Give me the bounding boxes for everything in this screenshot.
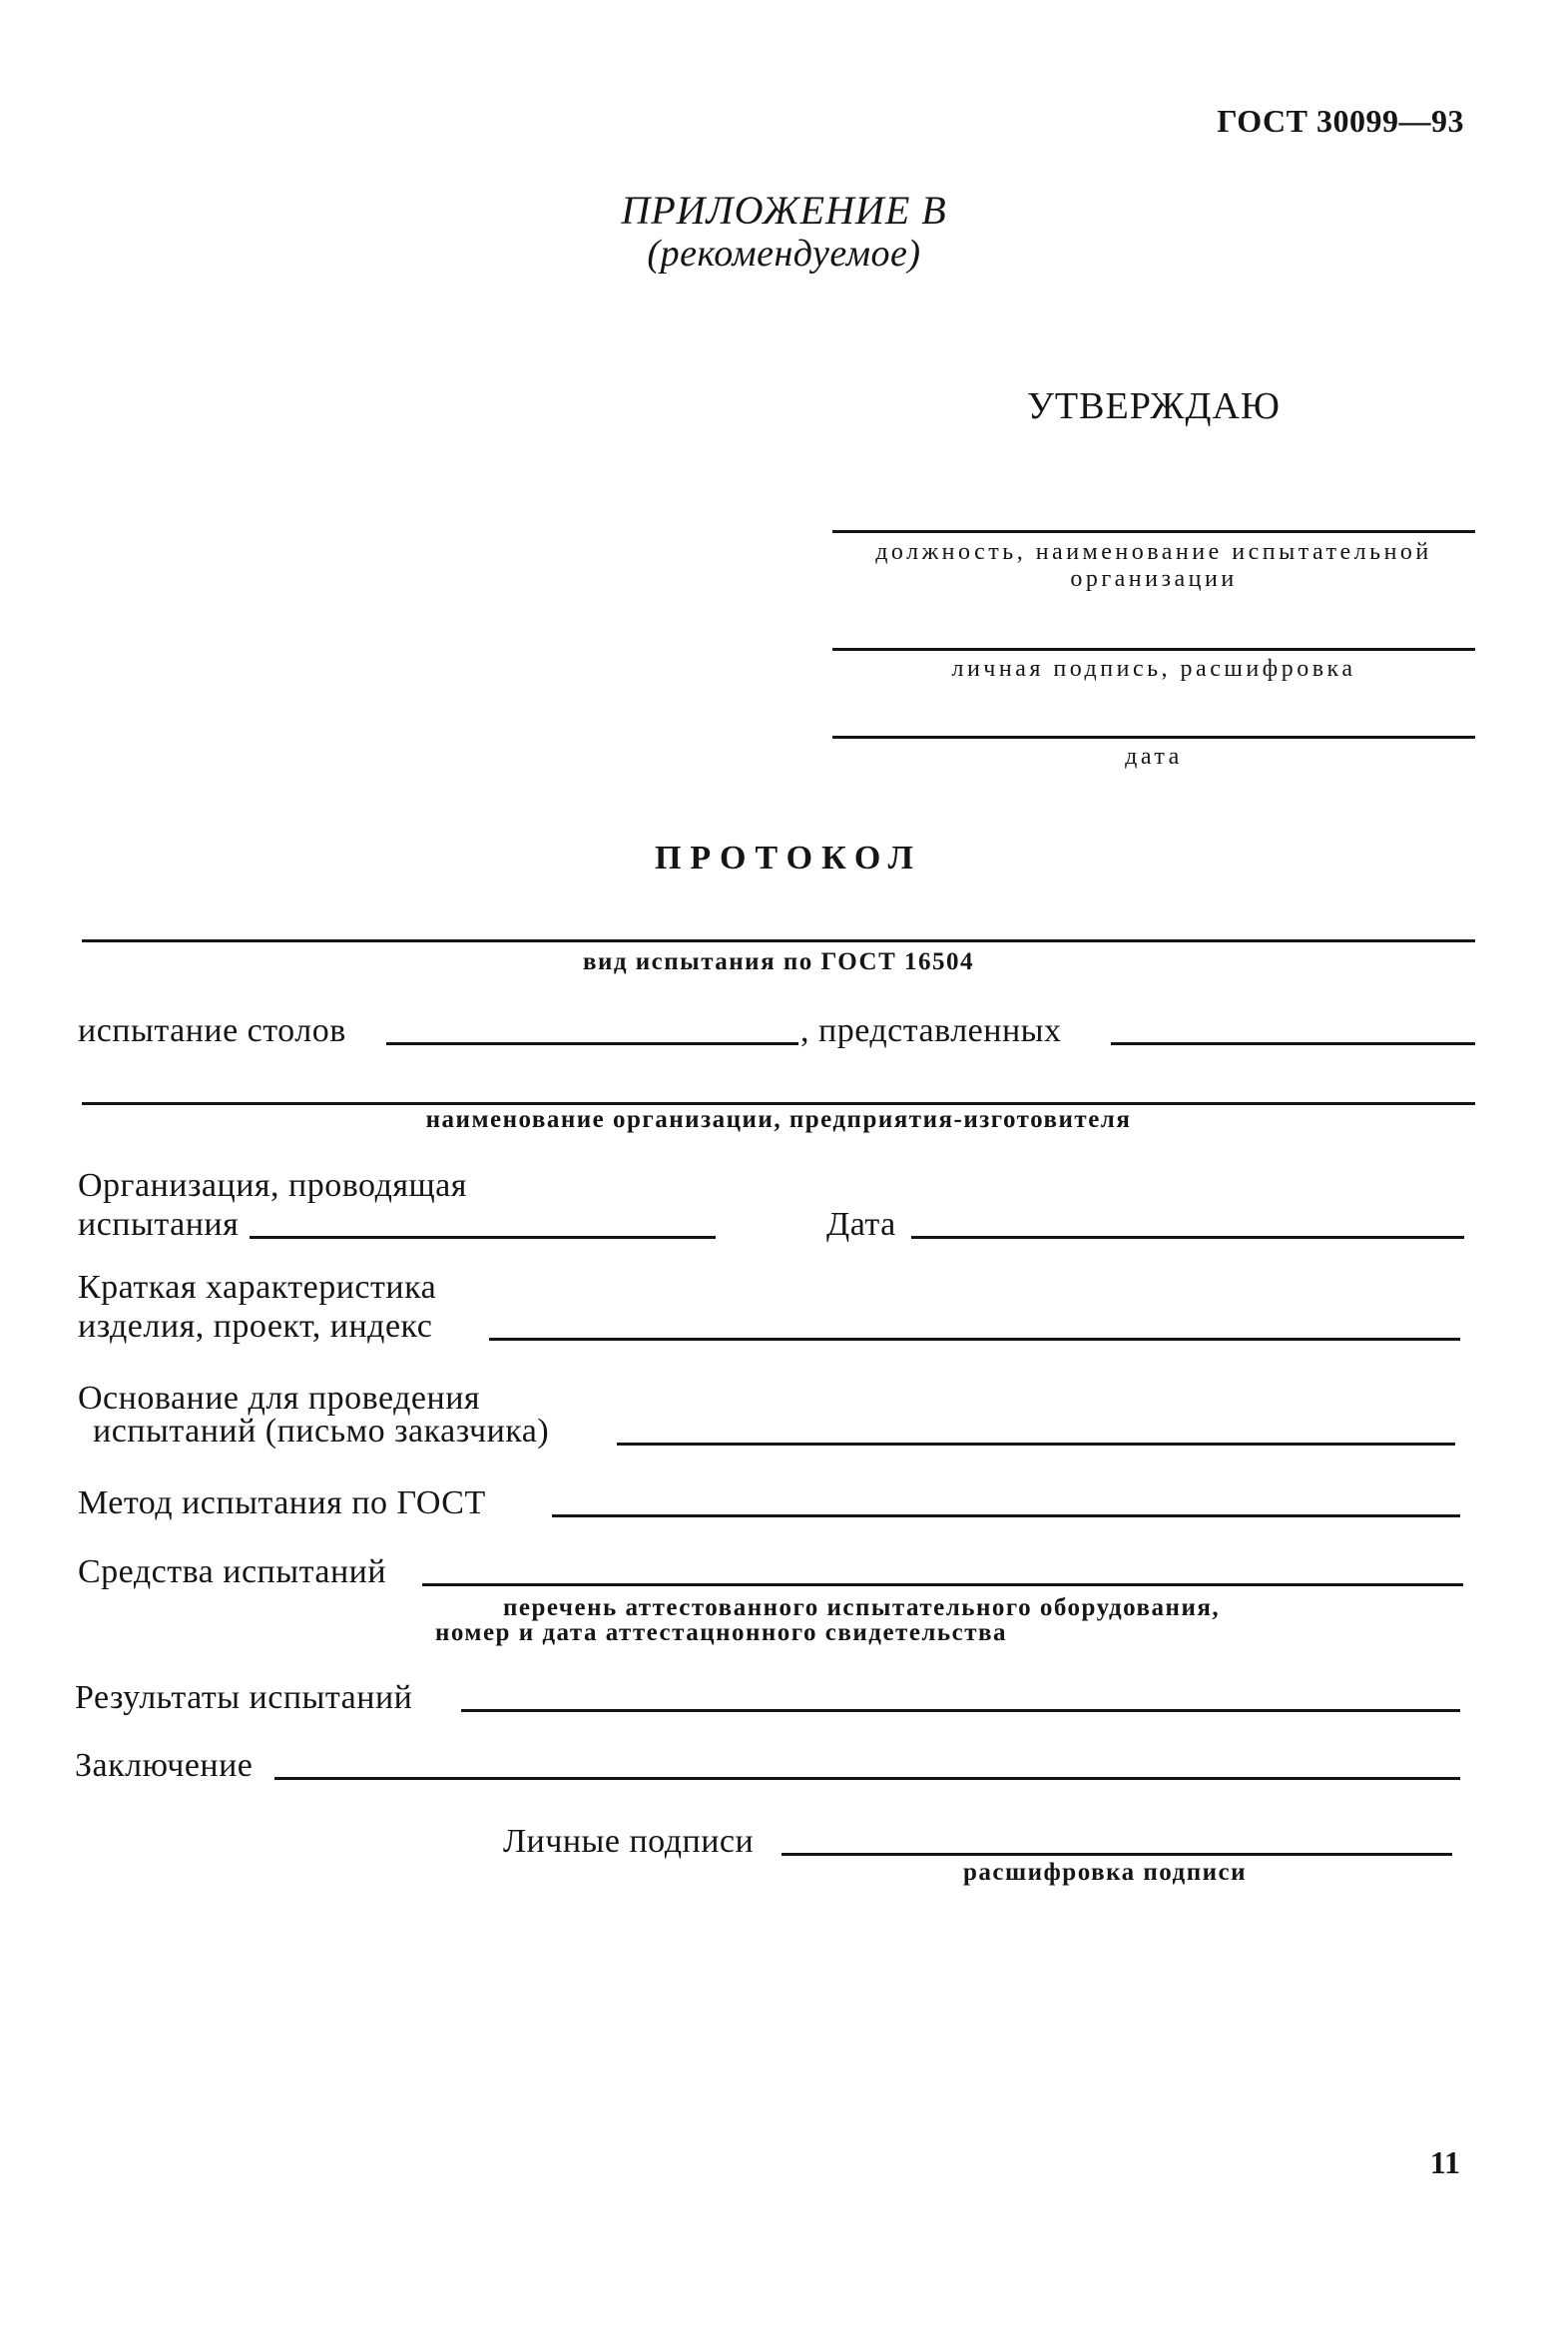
standard-number: ГОСТ 30099—93 xyxy=(1217,103,1464,139)
tables-test-line xyxy=(386,1042,798,1045)
approval-title: УТВЕРЖДАЮ xyxy=(1027,385,1281,427)
test-basis-label-cont: испытаний (письмо заказчика) xyxy=(93,1413,550,1450)
signatures-line xyxy=(782,1853,1452,1856)
approval-position-caption: должность, наименование испытательной xyxy=(875,539,1432,565)
results-line xyxy=(461,1709,1460,1712)
signatures-caption: расшифровка подписи xyxy=(963,1859,1248,1886)
test-method-line xyxy=(552,1514,1460,1517)
testing-org-line xyxy=(250,1236,716,1239)
date-line xyxy=(911,1236,1464,1239)
manufacturer-line xyxy=(82,1102,1475,1105)
conclusion-line xyxy=(274,1777,1460,1780)
product-description-label: Краткая характеристика xyxy=(78,1269,437,1306)
protocol-title: ПРОТОКОЛ xyxy=(654,840,923,877)
signatures-label: Личные подписи xyxy=(503,1823,755,1860)
results-label: Результаты испытаний xyxy=(75,1679,413,1716)
submitted-by-line xyxy=(1111,1042,1475,1045)
test-type-caption: вид испытания по ГОСТ 16504 xyxy=(582,948,975,975)
conclusion-label: Заключение xyxy=(75,1747,254,1784)
test-basis-label: Основание для проведения xyxy=(78,1380,481,1417)
approval-date-line xyxy=(832,736,1475,739)
test-equipment-label: Средства испытаний xyxy=(78,1553,387,1590)
test-type-line xyxy=(82,939,1475,942)
approval-position-caption-cont: организации xyxy=(1070,566,1238,592)
approval-signature-line xyxy=(832,648,1475,651)
tables-test-label: испытание столов xyxy=(78,1012,346,1049)
testing-org-label: Организация, проводящая xyxy=(78,1167,467,1204)
appendix-title: ПРИЛОЖЕНИЕ В xyxy=(621,188,947,233)
product-description-line xyxy=(489,1338,1460,1341)
date-label: Дата xyxy=(826,1206,896,1243)
test-basis-line xyxy=(617,1443,1455,1446)
product-description-label-cont: изделия, проект, индекс xyxy=(78,1308,433,1345)
testing-org-label-cont: испытания xyxy=(78,1206,240,1243)
appendix-status: (рекомендуемое) xyxy=(647,233,921,275)
manufacturer-caption: наименование организации, предприятия-изготовителя xyxy=(425,1106,1132,1133)
approval-signature-caption: личная подпись, расшифровка xyxy=(951,656,1356,682)
approval-position-line xyxy=(832,530,1475,533)
test-equipment-line xyxy=(422,1583,1463,1586)
test-equipment-caption: перечень аттестованного испытательного оборудования, xyxy=(503,1594,1221,1621)
test-method-label: Метод испытания по ГОСТ xyxy=(78,1484,486,1521)
approval-date-caption: дата xyxy=(1125,744,1183,770)
submitted-by-label: , представленных xyxy=(800,1012,1062,1049)
test-equipment-caption-cont: номер и дата аттестацнонного свидетельства xyxy=(435,1619,1008,1646)
page-number: 11 xyxy=(1429,2144,1460,2180)
